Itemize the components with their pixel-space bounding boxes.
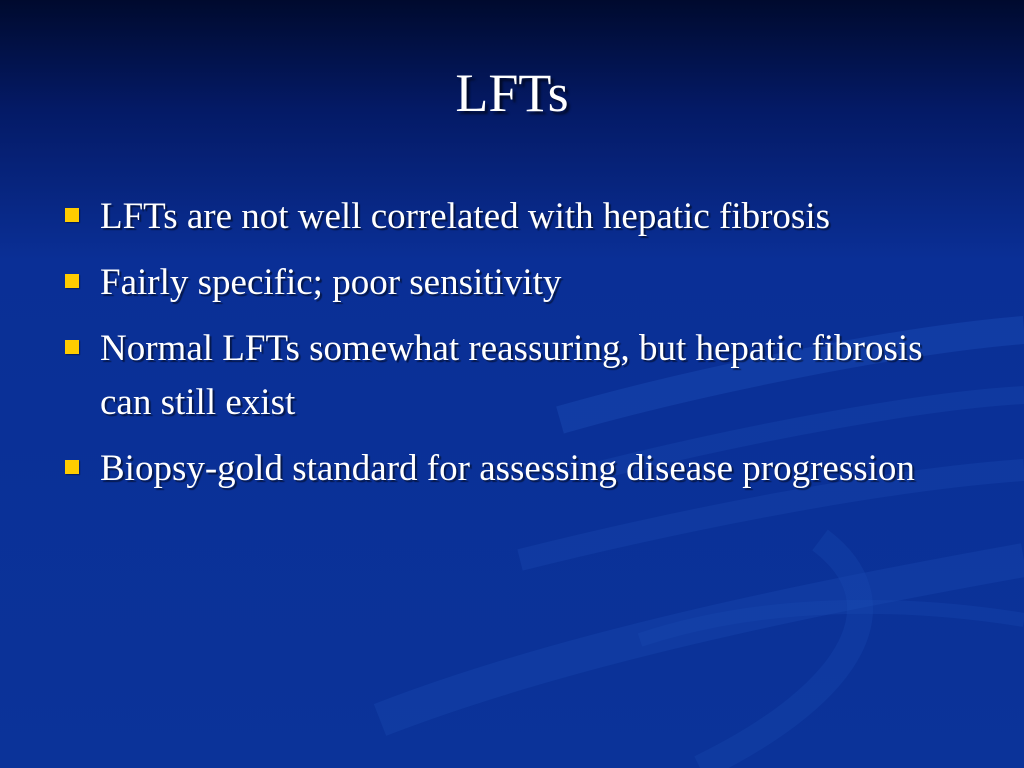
square-bullet-icon bbox=[65, 274, 79, 288]
square-bullet-icon bbox=[65, 208, 79, 222]
bullet-item bbox=[62, 190, 962, 244]
square-bullet-icon bbox=[65, 460, 79, 474]
bullet-item bbox=[62, 442, 962, 496]
bullet-text: Normal LFTs somewhat reassuring, but hepatic fibrosis can still exist bbox=[100, 328, 923, 423]
slide-title: LFTs bbox=[455, 63, 569, 123]
bullet-item bbox=[62, 256, 962, 310]
bullet-text: Biopsy-gold standard for assessing disease progression bbox=[100, 448, 915, 489]
bullet-item bbox=[62, 322, 962, 430]
bullet-text: Fairly specific; poor sensitivity bbox=[100, 262, 562, 303]
bullet-list bbox=[62, 190, 962, 508]
square-bullet-icon bbox=[65, 340, 79, 354]
bullet-text: LFTs are not well correlated with hepatic fibrosis bbox=[100, 196, 830, 237]
